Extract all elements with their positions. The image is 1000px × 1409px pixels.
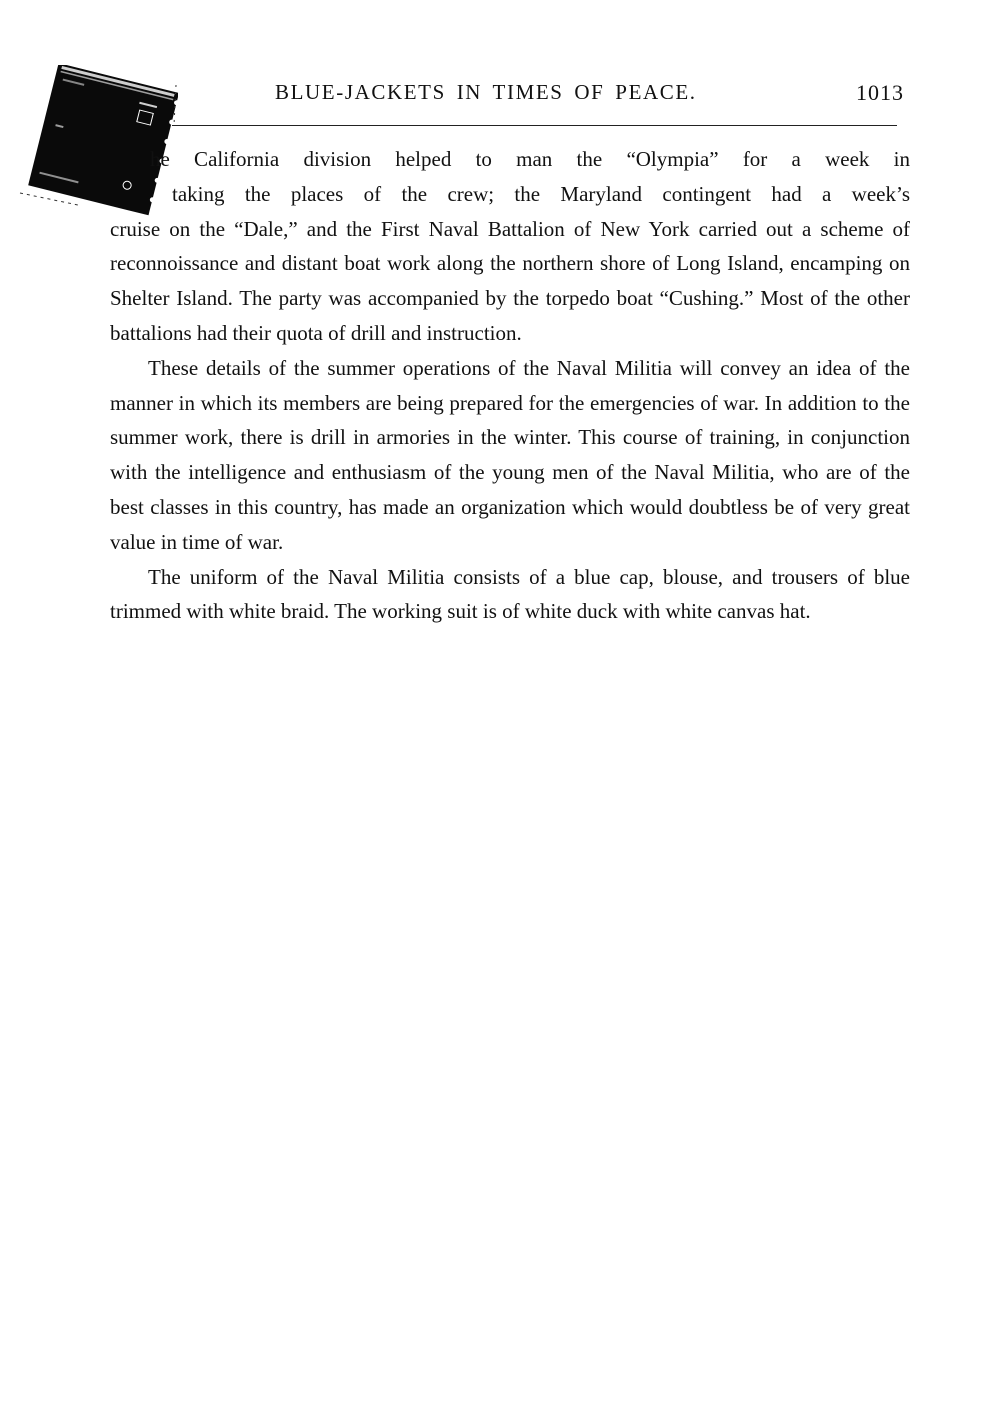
page-number: 1013 <box>856 80 904 105</box>
running-title: BLUE-JACKETS IN TIMES OF PEACE. <box>275 80 697 104</box>
article-body <box>110 142 910 629</box>
paragraph-1-line-2: taking the places of the crew; the Maryland contingent had a week’s <box>172 181 910 206</box>
paragraph-2: These details of the summer operations of the Naval Militia will convey an idea of the manner in which its members are being prepared for the emergencies of war. In addition to the summer work, there is drill in armories in the winter. This course of training, in conjunction with the intelligence and enthusiasm of the young men of the Naval Militia, who are of the best classes in this country, has made an organization which would doubtless be of very great value in time of war. <box>110 355 910 554</box>
paragraph-1-rest: cruise on the “Dale,” and the First Naval Battalion of New York carried out a scheme of reconnoissance and distant boat work along the northern shore of Long Island, encamping on Shelter Island. The party was accompanied by the torpedo boat “Cushing.” Most of the other battalions had their quota of drill and instruction. <box>110 216 910 345</box>
paragraph-1 <box>110 142 910 351</box>
paragraph-1-line-1: he California division helped to man the “Olympia” for a week in <box>150 147 910 171</box>
header-rule <box>172 125 897 126</box>
paragraph-3: The uniform of the Naval Militia consists of a blue cap, blouse, and trousers of blue trimmed with white braid. The working suit is of white duck with white canvas hat. <box>110 564 910 624</box>
